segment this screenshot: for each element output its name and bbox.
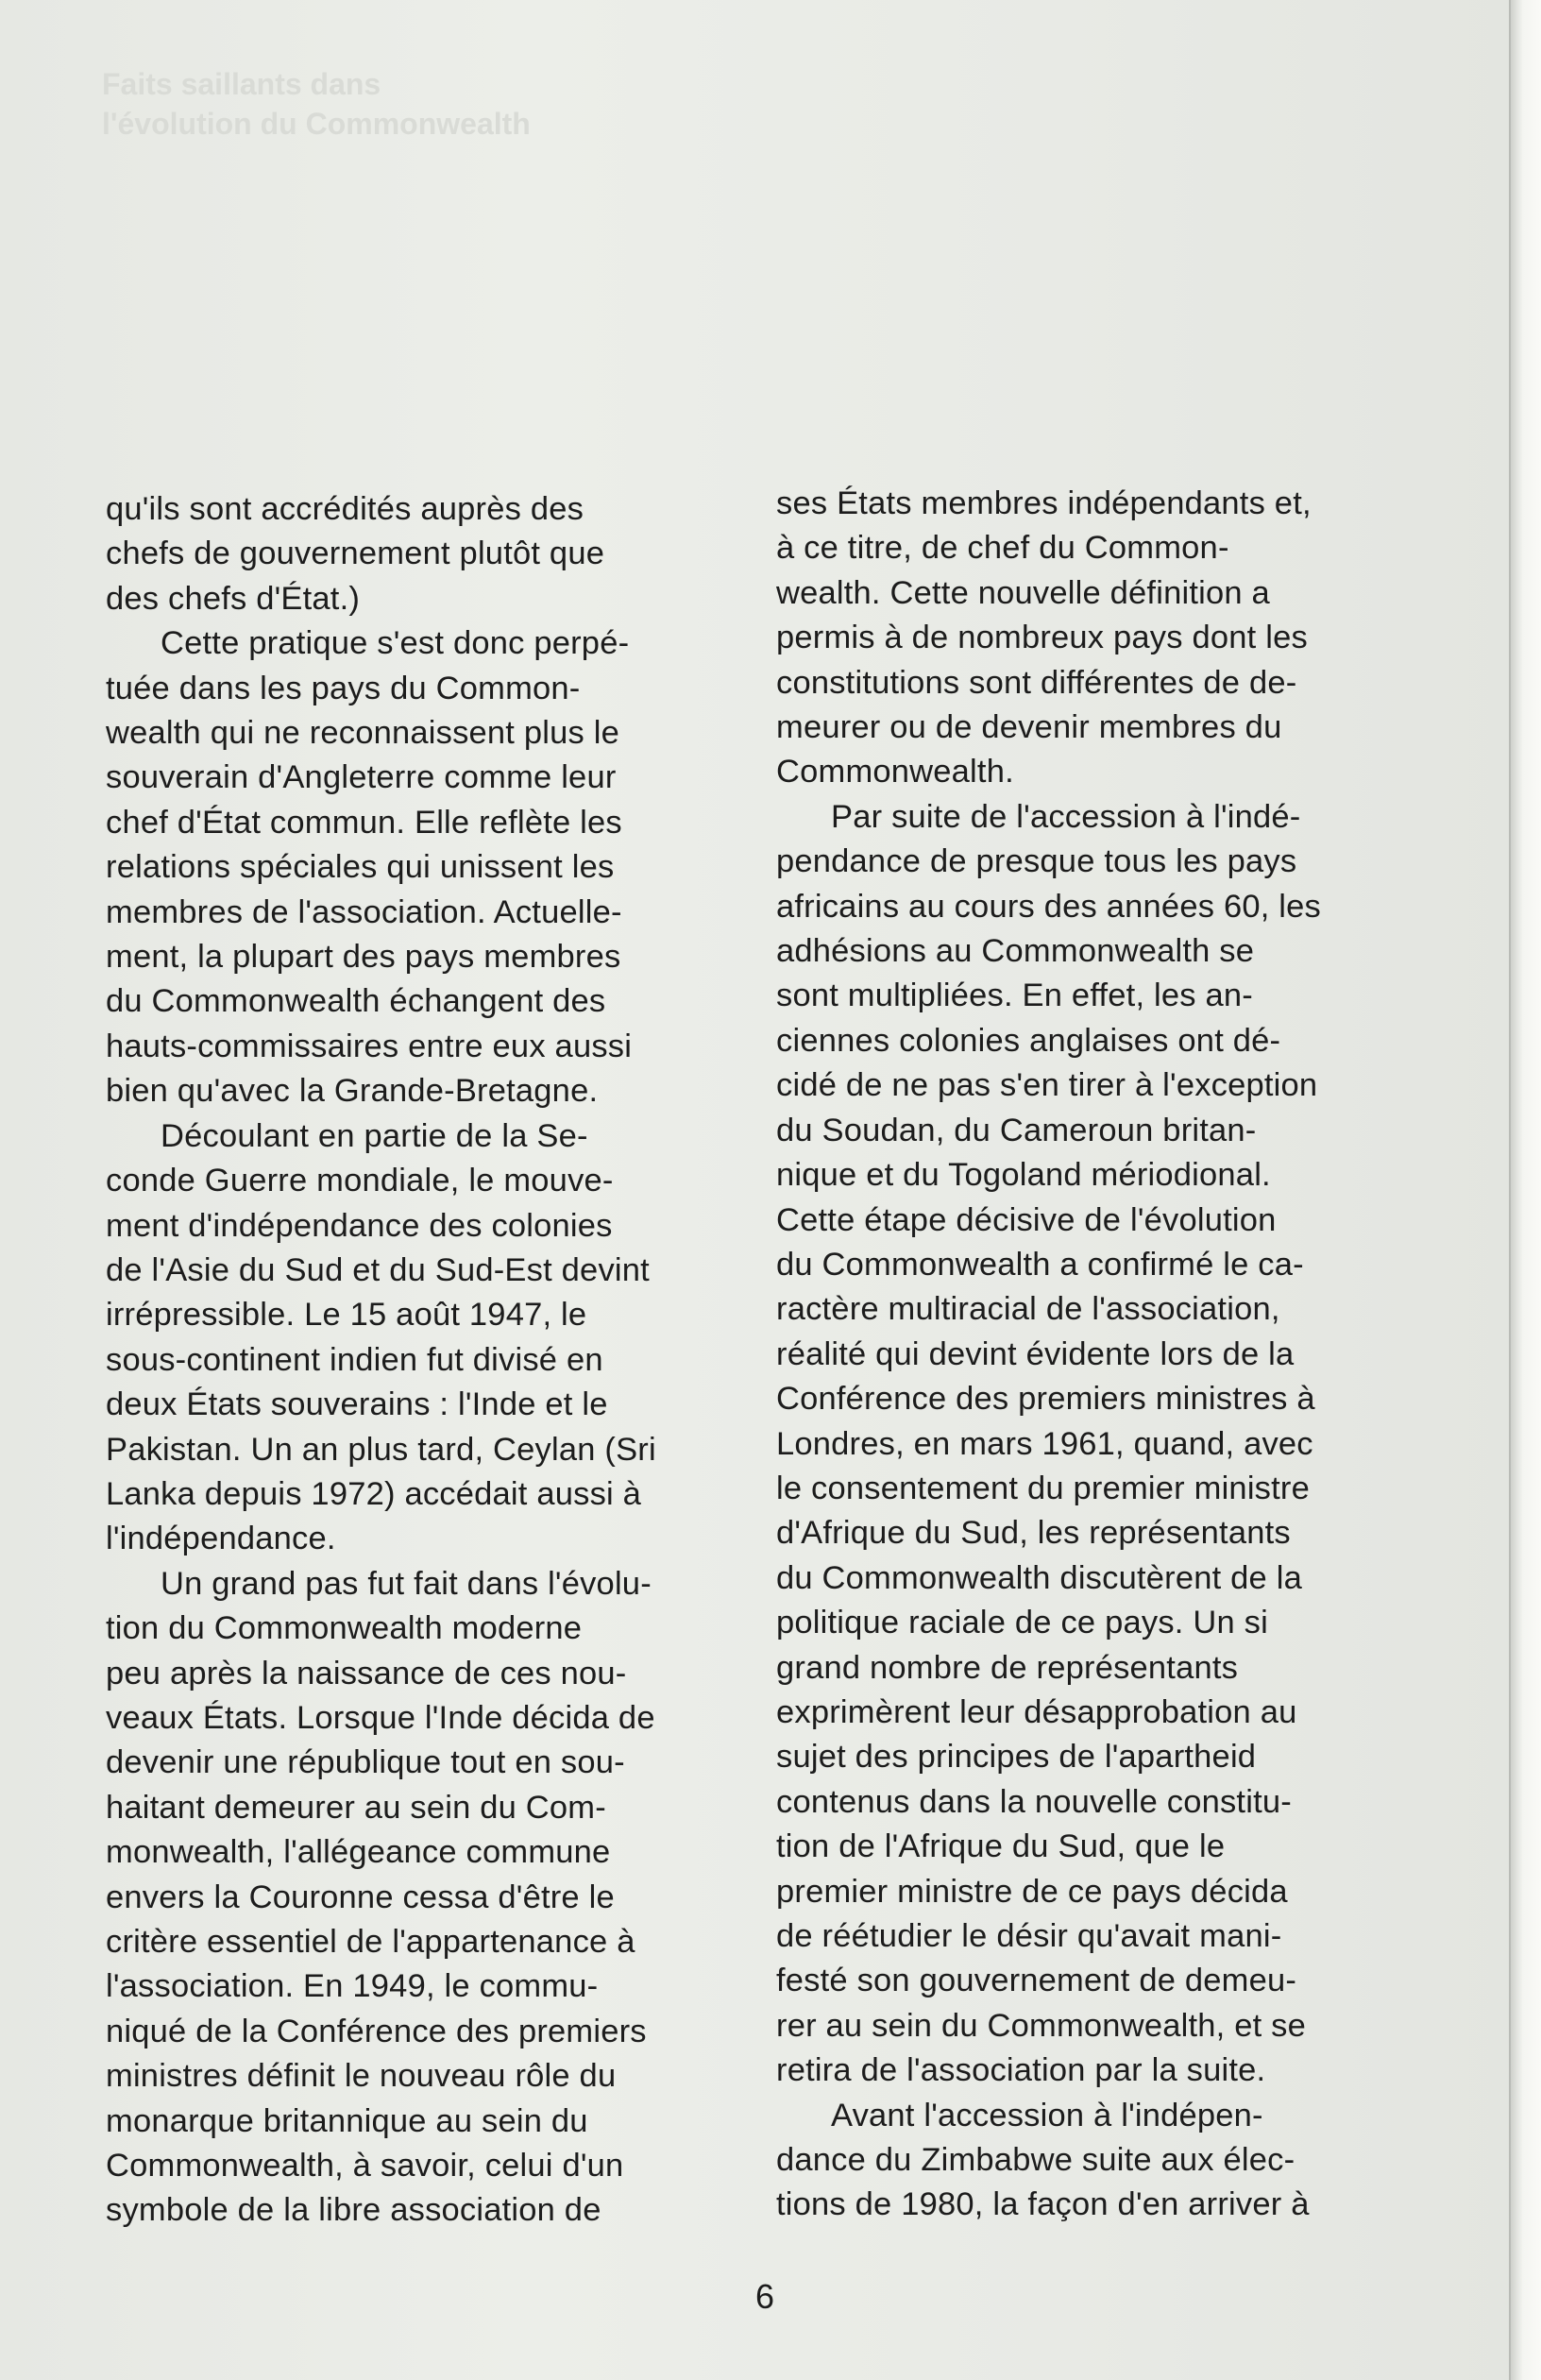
paragraph: Un grand pas fut fait dans l'évolu- tion du Commonwealth moderne peu après la naissance de ces nou- veaux États. Lorsque l'Inde décida de devenir une république tout en sou- haitant demeurer au sein du Com- monwealth, l'allégeance commune envers la Couronne cessa d'être le critère essentiel de l'appartenance à l'association. En 1949, le commu- niqué de la Conférence des premiers ministres définit le nouveau rôle du monarque britannique au sein du Commonwealth, à savoir, celui d'un symbole de la libre association de xyxy=(106,1565,655,2229)
paragraph: qu'ils sont accrédités auprès des chefs de gouvernement plutôt que des chefs d'État.) xyxy=(106,491,605,617)
paragraph: ses États membres indépendants et, à ce titre, de chef du Common- wealth. Cette nouvelle définition a permis à de nombreux pays dont les constitutions sont différentes de de- meurer ou de devenir membres du Commonwealth. xyxy=(776,485,1312,790)
paragraph: Cette pratique s'est donc perpé- tuée dans les pays du Common- wealth qui ne reconnaissent plus le souverain d'Angleterre comme leur chef d'État commun. Elle reflète les relations spéciales qui unissent les membres de l'association. Actuelle- ment, la plupart des pays membres du Commonwealth échangent des hauts-commissaires entre eux aussi bien qu'avec la Grande-Bretagne. xyxy=(106,625,633,1110)
paragraph: Découlant en partie de la Se- conde Guerre mondiale, le mouve- ment d'indépendance des colonies de l'Asie du Sud et du Sud-Est devint irrépressible. Le 15 août 1947, le sous-continent indien fut divisé en deux États souverains : l'Inde et le Pakistan. Un an plus tard, Ceylan (Sri Lanka depuis 1972) accédait aussi à l'indépendance. xyxy=(106,1117,656,1557)
show-through-header xyxy=(102,64,531,144)
page-number: 6 xyxy=(755,2277,775,2316)
header-title: Faits saillants dans l'évolution du Commonwealth xyxy=(102,67,531,141)
right-text-column xyxy=(776,482,1437,2228)
page-edge xyxy=(1509,0,1541,2380)
paragraph: Avant l'accession à l'indépen- dance du Zimbabwe suite aux élec- tions de 1980, la façon d'en arriver à xyxy=(776,2097,1310,2223)
left-text-column xyxy=(106,487,767,2234)
paragraph: Par suite de l'accession à l'indé- pendance de presque tous les pays africains au cours des années 60, les adhésions au Commonwealth se sont multipliées. En effet, les an- ciennes colonies anglaises ont dé- cidé de ne pas s'en tirer à l'exception du Soudan, du Cameroun britan- nique et du Togoland mériodional. Cette étape décisive de l'évolution du Commonwealth a confirmé le ca- ractère multiracial de l'association, réalité qui devint évidente lors de la Conférence des premiers ministres à Londres, en mars 1961, quand, avec le consentement du premier ministre d'Afrique du Sud, les représentants du Commonwealth discutèrent de la politique raciale de ce pays. Un si grand nombre de représentants exprimèrent leur désapprobation au sujet des principes de l'apartheid contenus dans la nouvelle constitu- tion de l'Afrique du Sud, que le premier ministre de ce pays décida de réétudier le désir qu'avait mani- festé son gouvernement de demeu- rer au sein du Commonwealth, et se retira de l'association par la suite. xyxy=(776,798,1321,2089)
